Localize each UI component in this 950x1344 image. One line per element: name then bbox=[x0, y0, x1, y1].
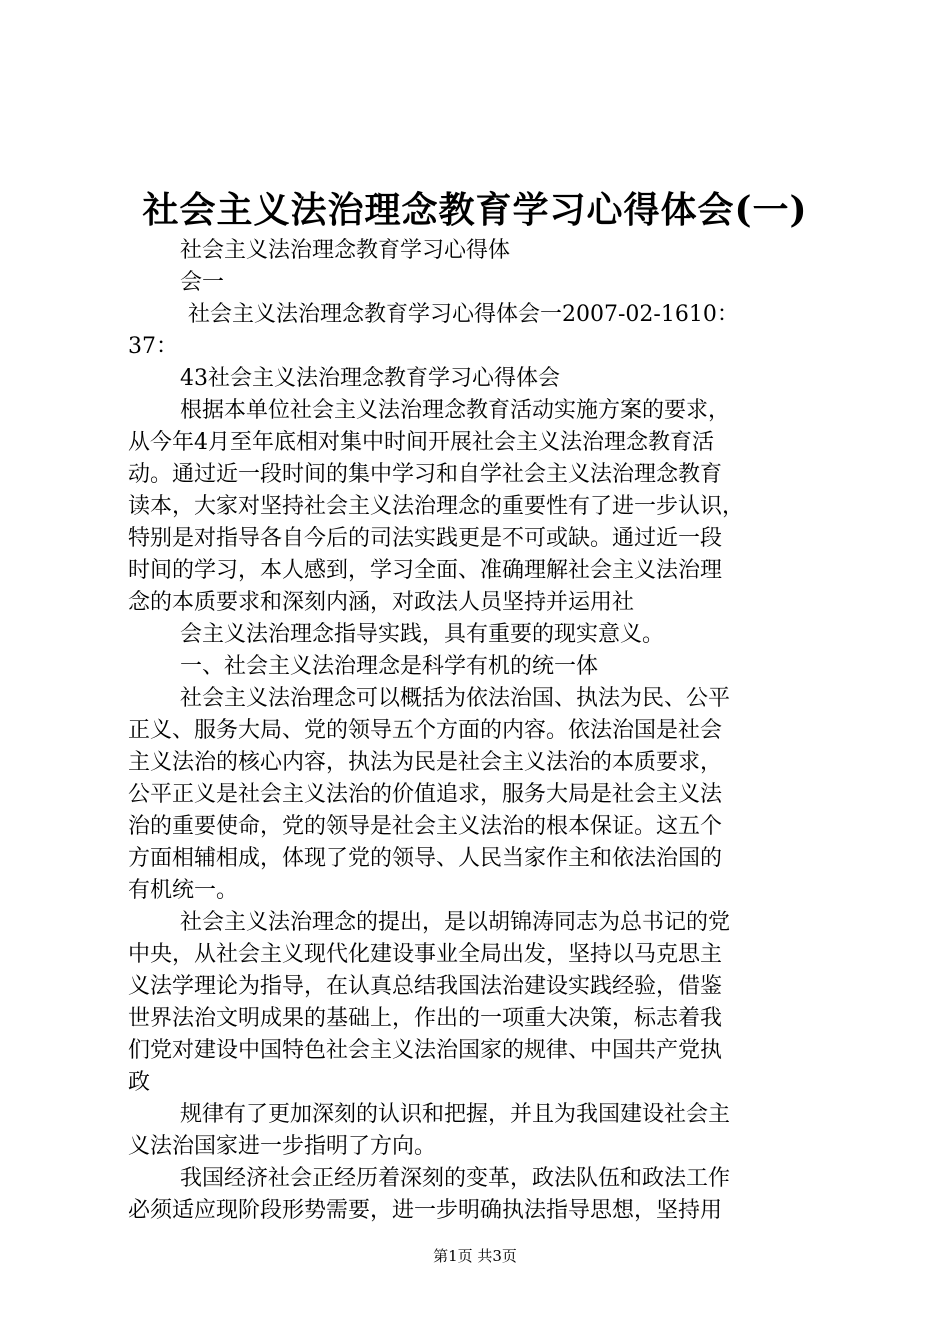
text-line: 特别是对指导各自今后的司法实践更是不可或缺。通过近一段 bbox=[128, 526, 723, 551]
text-line: 念的本质要求和深刻内涵，对政法人员坚持并运用社 bbox=[128, 590, 635, 615]
text-line: 43社会主义法治理念教育学习心得体会 bbox=[180, 366, 560, 391]
text-line: 们党对建设中国特色社会主义法治国家的规律、中国共产党执 bbox=[128, 1038, 723, 1063]
text-line: 会一 bbox=[180, 270, 225, 295]
document-title: 社会主义法治理念教育学习心得体会(一) bbox=[142, 189, 808, 231]
text-line: 义法学理论为指导，在认真总结我国法治建设实践经验，借鉴 bbox=[128, 974, 723, 999]
text-line: 从今年4月至年底相对集中时间开展社会主义法治理念教育活 bbox=[128, 430, 714, 455]
text-line: 主义法治的核心内容，执法为民是社会主义法治的本质要求， bbox=[128, 750, 723, 775]
text-line: 正义、服务大局、党的领导五个方面的内容。依法治国是社会 bbox=[128, 718, 723, 743]
text-line: 37： bbox=[128, 334, 178, 359]
text-line: 有机统一。 bbox=[128, 878, 239, 903]
text-line: 方面相辅相成，体现了党的领导、人民当家作主和依法治国的 bbox=[128, 846, 723, 871]
text-line: 社会主义法治理念的提出，是以胡锦涛同志为总书记的党 bbox=[180, 910, 731, 935]
text-line: 中央，从社会主义现代化建设事业全局出发，坚持以马克思主 bbox=[128, 942, 723, 967]
text-line: 规律有了更加深刻的认识和把握，并且为我国建设社会主 bbox=[180, 1102, 731, 1127]
text-line: 根据本单位社会主义法治理念教育活动实施方案的要求， bbox=[180, 398, 731, 423]
text-line: 公平正义是社会主义法治的价值追求，服务大局是社会主义法 bbox=[128, 782, 723, 807]
text-line: 社会主义法治理念可以概括为依法治国、执法为民、公平 bbox=[180, 686, 731, 711]
section-heading: 一、社会主义法治理念是科学有机的统一体 bbox=[180, 654, 599, 679]
text-line: 社会主义法治理念教育学习心得体 bbox=[180, 238, 511, 263]
text-line: 必须适应现阶段形势需要，进一步明确执法指导思想，坚持用 bbox=[128, 1198, 723, 1223]
text-line: 读本，大家对坚持社会主义法治理念的重要性有了进一步认识， bbox=[128, 494, 745, 519]
text-line: 时间的学习，本人感到，学习全面、准确理解社会主义法治理 bbox=[128, 558, 723, 583]
page-footer: 第1页 共3页 bbox=[433, 1247, 517, 1265]
text-line: 动。通过近一段时间的集中学习和自学社会主义法治理念教育 bbox=[128, 462, 723, 487]
text-line: 我国经济社会正经历着深刻的变革，政法队伍和政法工作 bbox=[180, 1166, 731, 1191]
text-line: 义法治国家进一步指明了方向。 bbox=[128, 1134, 437, 1159]
text-line: 会主义法治理念指导实践，具有重要的现实意义。 bbox=[180, 622, 665, 647]
text-line: 政 bbox=[128, 1070, 151, 1095]
text-line: 治的重要使命，党的领导是社会主义法治的根本保证。这五个 bbox=[128, 814, 723, 839]
text-line: 世界法治文明成果的基础上，作出的一项重大决策，标志着我 bbox=[128, 1006, 723, 1031]
text-line: 社会主义法治理念教育学习心得体会一2007-02-1610： bbox=[188, 302, 739, 327]
